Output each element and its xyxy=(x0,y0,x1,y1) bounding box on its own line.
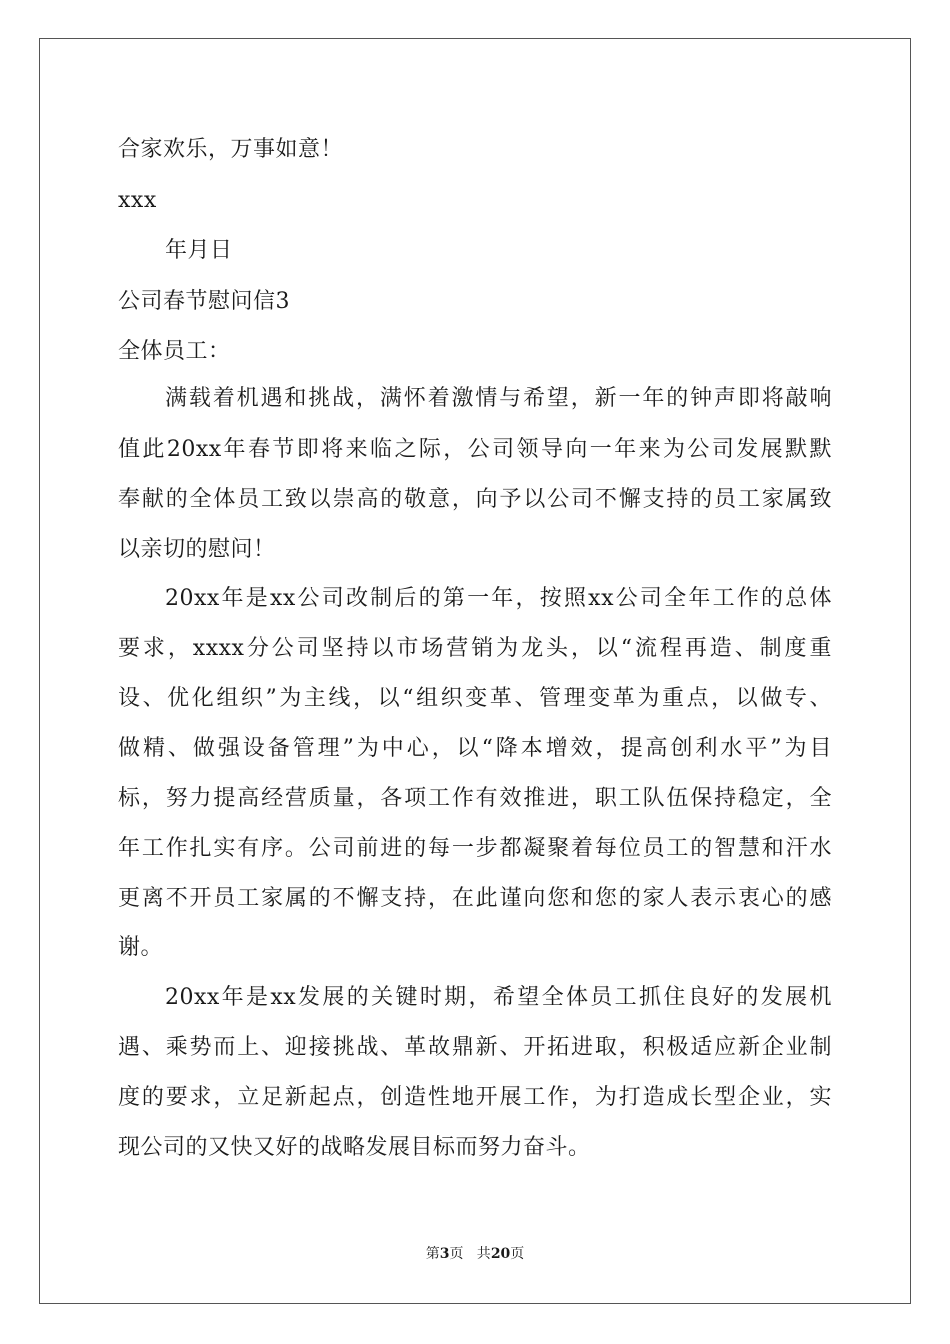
paragraph-2-line-8: 谢。 xyxy=(118,935,164,960)
letter-title: 公司春节慰问信3 xyxy=(118,289,290,314)
paragraph-1-line-1: 满载着机遇和挑战，满怀着激情与希望，新一年的钟声即将敲响 xyxy=(165,386,832,411)
salutation: 全体员工： xyxy=(118,339,231,364)
paragraph-2-line-3: 设、优化组织”为主线，以“组织变革、管理变革为重点，以做专、 xyxy=(118,686,832,711)
paragraph-2-line-2: 要求，xxxx分公司坚持以市场营销为龙头，以“流程再造、制度重 xyxy=(118,636,832,661)
paragraph-2-line-6: 年工作扎实有序。公司前进的每一步都凝聚着每位员工的智慧和汗水 xyxy=(118,836,832,861)
footer-mid: 页 共 xyxy=(449,1246,491,1262)
paragraph-1-line-3: 奉献的全体员工致以崇高的敬意，向予以公司不懈支持的员工家属致 xyxy=(118,487,832,512)
paragraph-3-line-3: 度的要求，立足新起点，创造性地开展工作，为打造成长型企业，实 xyxy=(118,1085,832,1110)
closing-wish: 合家欢乐，万事如意！ xyxy=(118,137,344,162)
page-footer xyxy=(0,1244,950,1264)
paragraph-1-line-2: 值此20xx年春节即将来临之际，公司领导向一年来为公司发展默默 xyxy=(118,437,832,462)
footer-page-number: 3 xyxy=(439,1246,450,1262)
paragraph-1-line-4: 以亲切的慰问！ xyxy=(118,537,276,562)
footer-prefix: 第 xyxy=(425,1246,440,1262)
footer-suffix: 页 xyxy=(510,1246,525,1262)
paragraph-2-line-7: 更离不开员工家属的不懈支持，在此谨向您和您的家人表示衷心的感 xyxy=(118,886,832,911)
paragraph-3-line-1: 20xx年是xx发展的关键时期，希望全体员工抓住良好的发展机 xyxy=(165,985,832,1010)
paragraph-3-line-4: 现公司的又快又好的战略发展目标而努力奋斗。 xyxy=(118,1135,591,1160)
footer-total-pages: 20 xyxy=(490,1246,511,1262)
page-border xyxy=(39,38,911,1304)
signature-name: xxx xyxy=(118,188,157,213)
paragraph-3-line-2: 遇、乘势而上、迎接挑战、革故鼎新、开拓进取，积极适应新企业制 xyxy=(118,1035,832,1060)
signature-date: 年月日 xyxy=(165,238,233,263)
paragraph-2-line-4: 做精、做强设备管理”为中心，以“降本增效，提高创利水平”为目 xyxy=(118,736,832,761)
paragraph-2-line-1: 20xx年是xx公司改制后的第一年，按照xx公司全年工作的总体 xyxy=(165,586,832,611)
paragraph-2-line-5: 标，努力提高经营质量，各项工作有效推进，职工队伍保持稳定，全 xyxy=(118,786,832,811)
